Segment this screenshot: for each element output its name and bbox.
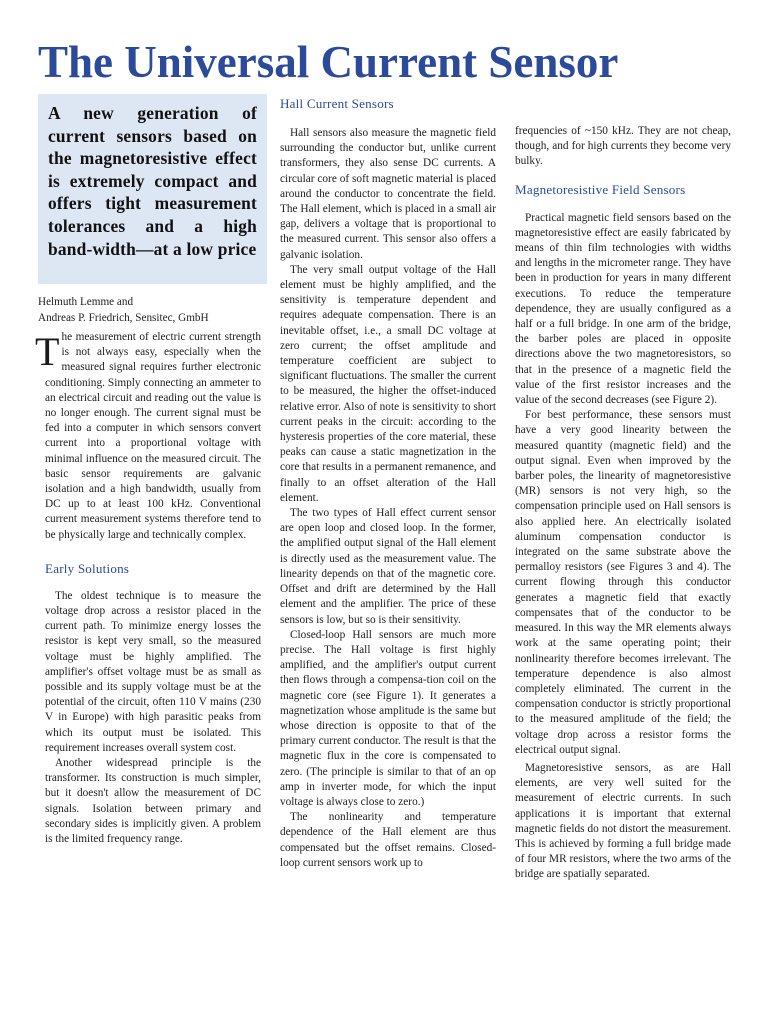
author-line-2: Andreas P. Friedrich, Sensitec, GmbH <box>38 312 209 324</box>
mr-paragraph-1: Practical magnetic field sensors based on the magnetoresistive effect are easily fabricated by means of thin film technologies with widths and lengths in the micrometer range. They have been in production for years in many different executions. To reduce the temperature dependence, they are usually configured as a half or a full bridge. In one arm of the bridge, the barber poles are placed in opposite directions above the two magnetoresistors, so that in the presence of a magnetic field the value of the first resistor increases and the value of the second decreases (see Figure 2). <box>515 211 731 407</box>
mr-paragraph-2: For best performance, these sensors must have a very good linearity between the measured quantity (magnetic field) and the output signal. Even when improved by the barber poles, the linearity of magnetoresistive (MR) sensors is not very high, so the compensation principle used on Hall sensors is also applied here. An electrically isolated aluminum compensation conductor is integrated on the same substrate above the permalloy resistors (see Figures 3 and 4). The current flowing through this conductor generates a magnetic field that exactly compensates that of the conductor to be measured. In this way the MR elements always work at the same operating point; their nonlinearity therefore becomes irrelevant. The temperature dependence is also almost completely eliminated. The current in the compensation conductor is strictly proportional to the measured amplitude of the field; the voltage drop across a resistor forms the electrical output signal. <box>515 409 731 756</box>
author-line-1: Helmuth Lemme and <box>38 296 134 308</box>
early-paragraph-2: Another widespread principle is the transformer. Its construction is much simpler, but it doesn't allow the measurement of DC signals. Isolation between primary and secondary sides is implicitly given. A problem is the limited frequency range. <box>45 757 261 846</box>
heading-early-solutions: Early Solutions <box>45 560 130 576</box>
col3-continuation: frequencies of ~150 kHz. They are not cheap, though, and for high currents they become very bulky. <box>515 125 731 168</box>
column-1 <box>35 329 261 847</box>
hall-paragraph-2: The very small output voltage of the Hall element must be highly amplified, and the sensitivity is temperature dependent and requires adequate compensation. There is an inevitable offset, i.e., a small DC voltage at zero current; the offset amplitude and temperature coefficient are subject to significant fluctuations. The smaller the current to be measured, the higher the offset-induced relative error. Also of note is sensitivity to short current peaks in the circuit: according to the hysteresis properties of the core material, these peaks can cause a static magnetization in the core that results in a permanent remanence, and finally to an offset alteration of the Hall element. <box>280 263 496 504</box>
abstract-text: A new generation of current sensors based on the magnetoresistive effect is extremely compact and offers tight measurement tolerances and a high band-width—at a low price <box>48 103 257 259</box>
heading-hall-sensors: Hall Current Sensors <box>280 96 394 111</box>
hall-paragraph-1: Hall sensors also measure the magnetic field surrounding the conductor but, unlike current transformers, they also sense DC currents. A circular core of soft magnetic material is placed around the conductor to concentrate the field. The Hall element, which is placed in a small air gap, delivers a voltage that is proportional to the measured current. This sensor also offers a galvanic isolation. <box>280 127 496 261</box>
intro-text: he measurement of electric current strength is not always easy, especially when the measured signal requires further electronic conditioning. Simply connecting an ammeter to an electrical circuit and reading out the value is no longer enough. The current signal must be fed into a computer in which sensors convert current into a proportional voltage with minimal influence on the measured circuit. The basic sensor requirements are galvanic isolation and a high bandwidth, usually from DC up to at least 100 kHz. Conventional current measurement systems therefore tend to be physically large and technically complex. <box>45 331 261 541</box>
drop-cap: T <box>35 329 60 374</box>
mr-paragraph-3: Magnetoresistive sensors, as are Hall elements, are very well suited for the measurement of electric currents. In such applications it is important that external magnetic fields do not distort the measurement. This is achieved by forming a full bridge made of four MR resistors, where the two arms of the bridge are spatially separated. <box>515 761 731 881</box>
column-2 <box>280 96 496 871</box>
early-paragraph-1: The oldest technique is to measure the voltage drop across a resistor placed in the current path. To minimize energy losses the resistor is kept very small, so the measured voltage must be highly amplified. The amplifier's offset voltage must be as small as possible and its supply voltage must be at the potential of the circuit, often 110 V mains (230 V in Europe) with high parasitic peaks from which its output must be isolated. This requirement increases overall system cost. <box>45 589 261 754</box>
author-byline <box>38 294 268 326</box>
heading-mr-sensors: Magnetoresistive Field Sensors <box>515 181 686 197</box>
abstract-box <box>38 94 267 284</box>
intro-paragraph <box>35 329 261 543</box>
column-3 <box>515 124 731 883</box>
hall-paragraph-5: The nonlinearity and temperature dependence of the Hall element are thus compensated but the offset remains. Closed-loop current sensors work up to <box>280 811 496 869</box>
hall-paragraph-4: Closed-loop Hall sensors are much more precise. The Hall voltage is first highly amplified, and the amplifier's output current then flows through a compensa-tion coil on the magnetic core (see Figure 1). It generates a magnetization whose amplitude is the same but whose direction is opposite to that of the primary current conductor. The result is that the magnetic flux in the core is compensated to zero. (The principle is similar to that of an op amp in inverter mode, for which the input voltage is always close to zero.) <box>280 628 496 808</box>
hall-paragraph-3: The two types of Hall effect current sensor are open loop and closed loop. In the former, the amplified output signal of the Hall element is directly used as the measurement value. The linearity depends on that of the magnetic core. Offset and drift are determined by the Hall element and the amplifier. The price of these sensors is low, but so is their sensitivity. <box>280 507 496 626</box>
page-title: The Universal Current Sensor <box>38 37 619 87</box>
